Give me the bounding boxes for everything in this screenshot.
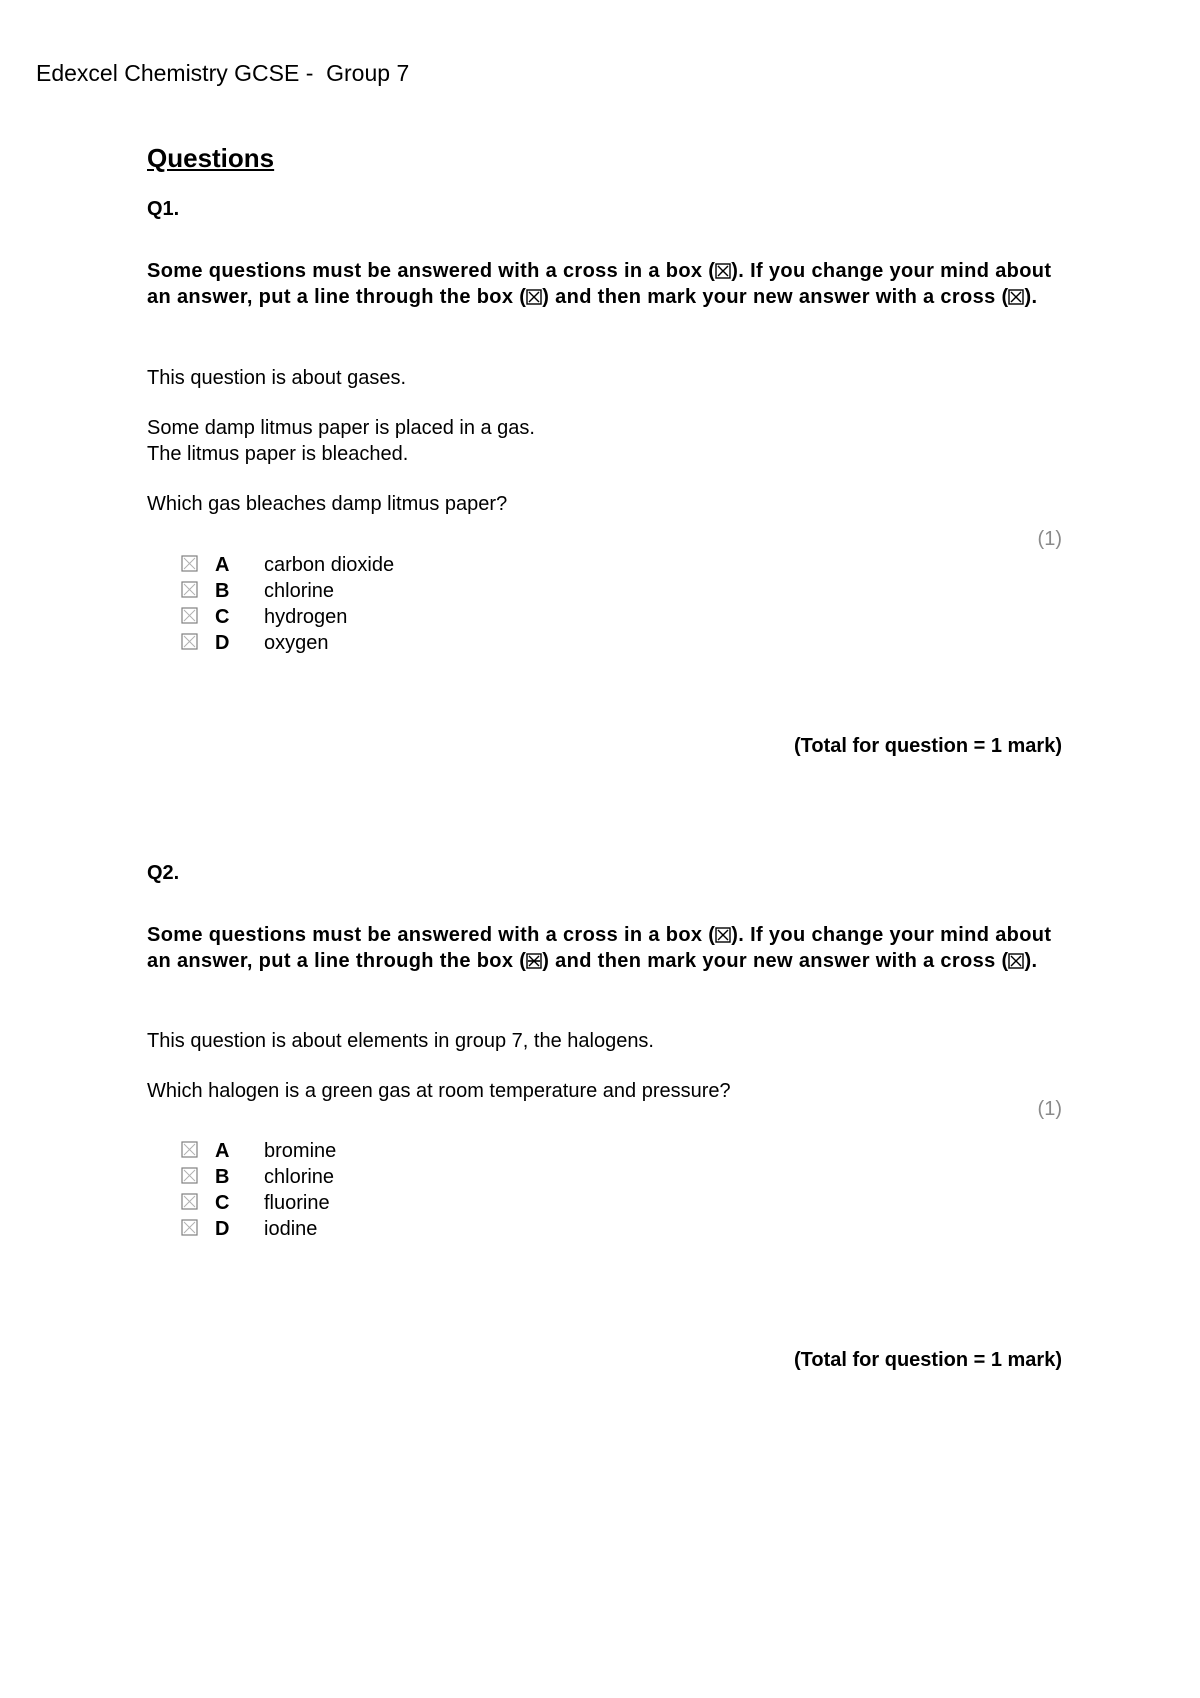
crossed-box-icon bbox=[1008, 289, 1024, 305]
option-letter: C bbox=[215, 1192, 230, 1214]
question-total: (Total for question = 1 mark) bbox=[794, 1349, 1062, 1371]
crossed-box-icon bbox=[1008, 953, 1024, 969]
answer-options bbox=[181, 553, 681, 657]
section-title: Questions bbox=[147, 143, 275, 173]
answer-option-c[interactable] bbox=[181, 605, 681, 631]
option-letter: D bbox=[215, 1218, 230, 1240]
question-total: (Total for question = 1 mark) bbox=[794, 735, 1062, 757]
checkbox-icon[interactable] bbox=[181, 581, 198, 598]
answer-option-a[interactable] bbox=[181, 553, 681, 579]
option-letter: C bbox=[215, 606, 230, 628]
answer-instructions: Some questions must be answered with a cross in a box ( ). If you change your mind about an answer, put a line through the box ( ) and then mark your new answer with a cross ( ). bbox=[147, 260, 1052, 308]
option-text: fluorine bbox=[264, 1192, 330, 1214]
question-text: This question is about elements in group 7, the halogens. bbox=[147, 1030, 654, 1052]
option-text: carbon dioxide bbox=[264, 554, 395, 576]
question-text: Some damp litmus paper is placed in a gas. bbox=[147, 417, 535, 439]
document-header: Edexcel Chemistry GCSE - Group 7 bbox=[36, 60, 410, 86]
checkbox-icon[interactable] bbox=[181, 1219, 198, 1236]
option-text: bromine bbox=[264, 1140, 337, 1162]
checkbox-icon[interactable] bbox=[181, 633, 198, 650]
answer-option-b[interactable] bbox=[181, 1165, 681, 1191]
checkbox-icon[interactable] bbox=[181, 1193, 198, 1210]
crossed-box-icon bbox=[526, 953, 542, 969]
option-letter: A bbox=[215, 554, 230, 576]
option-letter: B bbox=[215, 1166, 230, 1188]
checkbox-icon[interactable] bbox=[181, 1141, 198, 1158]
question-prompt: Which gas bleaches damp litmus paper? bbox=[147, 493, 508, 515]
option-letter: B bbox=[215, 580, 230, 602]
question-prompt: Which halogen is a green gas at room temperature and pressure? bbox=[147, 1080, 731, 1102]
checkbox-icon[interactable] bbox=[181, 1167, 198, 1184]
question-text: This question is about gases. bbox=[147, 367, 407, 389]
crossed-box-icon bbox=[715, 263, 731, 279]
option-text: chlorine bbox=[264, 580, 335, 602]
checkbox-icon[interactable] bbox=[181, 607, 198, 624]
answer-option-a[interactable] bbox=[181, 1139, 681, 1165]
option-text: hydrogen bbox=[264, 606, 348, 628]
answer-option-d[interactable] bbox=[181, 1217, 681, 1243]
option-letter: A bbox=[215, 1140, 230, 1162]
crossed-box-icon bbox=[526, 289, 542, 305]
option-text: chlorine bbox=[264, 1166, 335, 1188]
crossed-box-icon bbox=[715, 927, 731, 943]
answer-option-c[interactable] bbox=[181, 1191, 681, 1217]
question-text: The litmus paper is bleached. bbox=[147, 443, 409, 465]
option-text: iodine bbox=[264, 1218, 318, 1240]
option-text: oxygen bbox=[264, 632, 329, 654]
marks-label: (1) bbox=[1037, 528, 1062, 550]
marks-label: (1) bbox=[1037, 1098, 1062, 1120]
answer-instructions: Some questions must be answered with a cross in a box ( ). If you change your mind about an answer, put a line through the box ( ) and then mark your new answer with a cross ( ). bbox=[147, 924, 1052, 972]
checkbox-icon[interactable] bbox=[181, 555, 198, 572]
answer-option-d[interactable] bbox=[181, 631, 681, 657]
question-number: Q1. bbox=[147, 198, 180, 220]
option-letter: D bbox=[215, 632, 230, 654]
answer-options bbox=[181, 1139, 681, 1243]
answer-option-b[interactable] bbox=[181, 579, 681, 605]
question-number: Q2. bbox=[147, 862, 180, 884]
